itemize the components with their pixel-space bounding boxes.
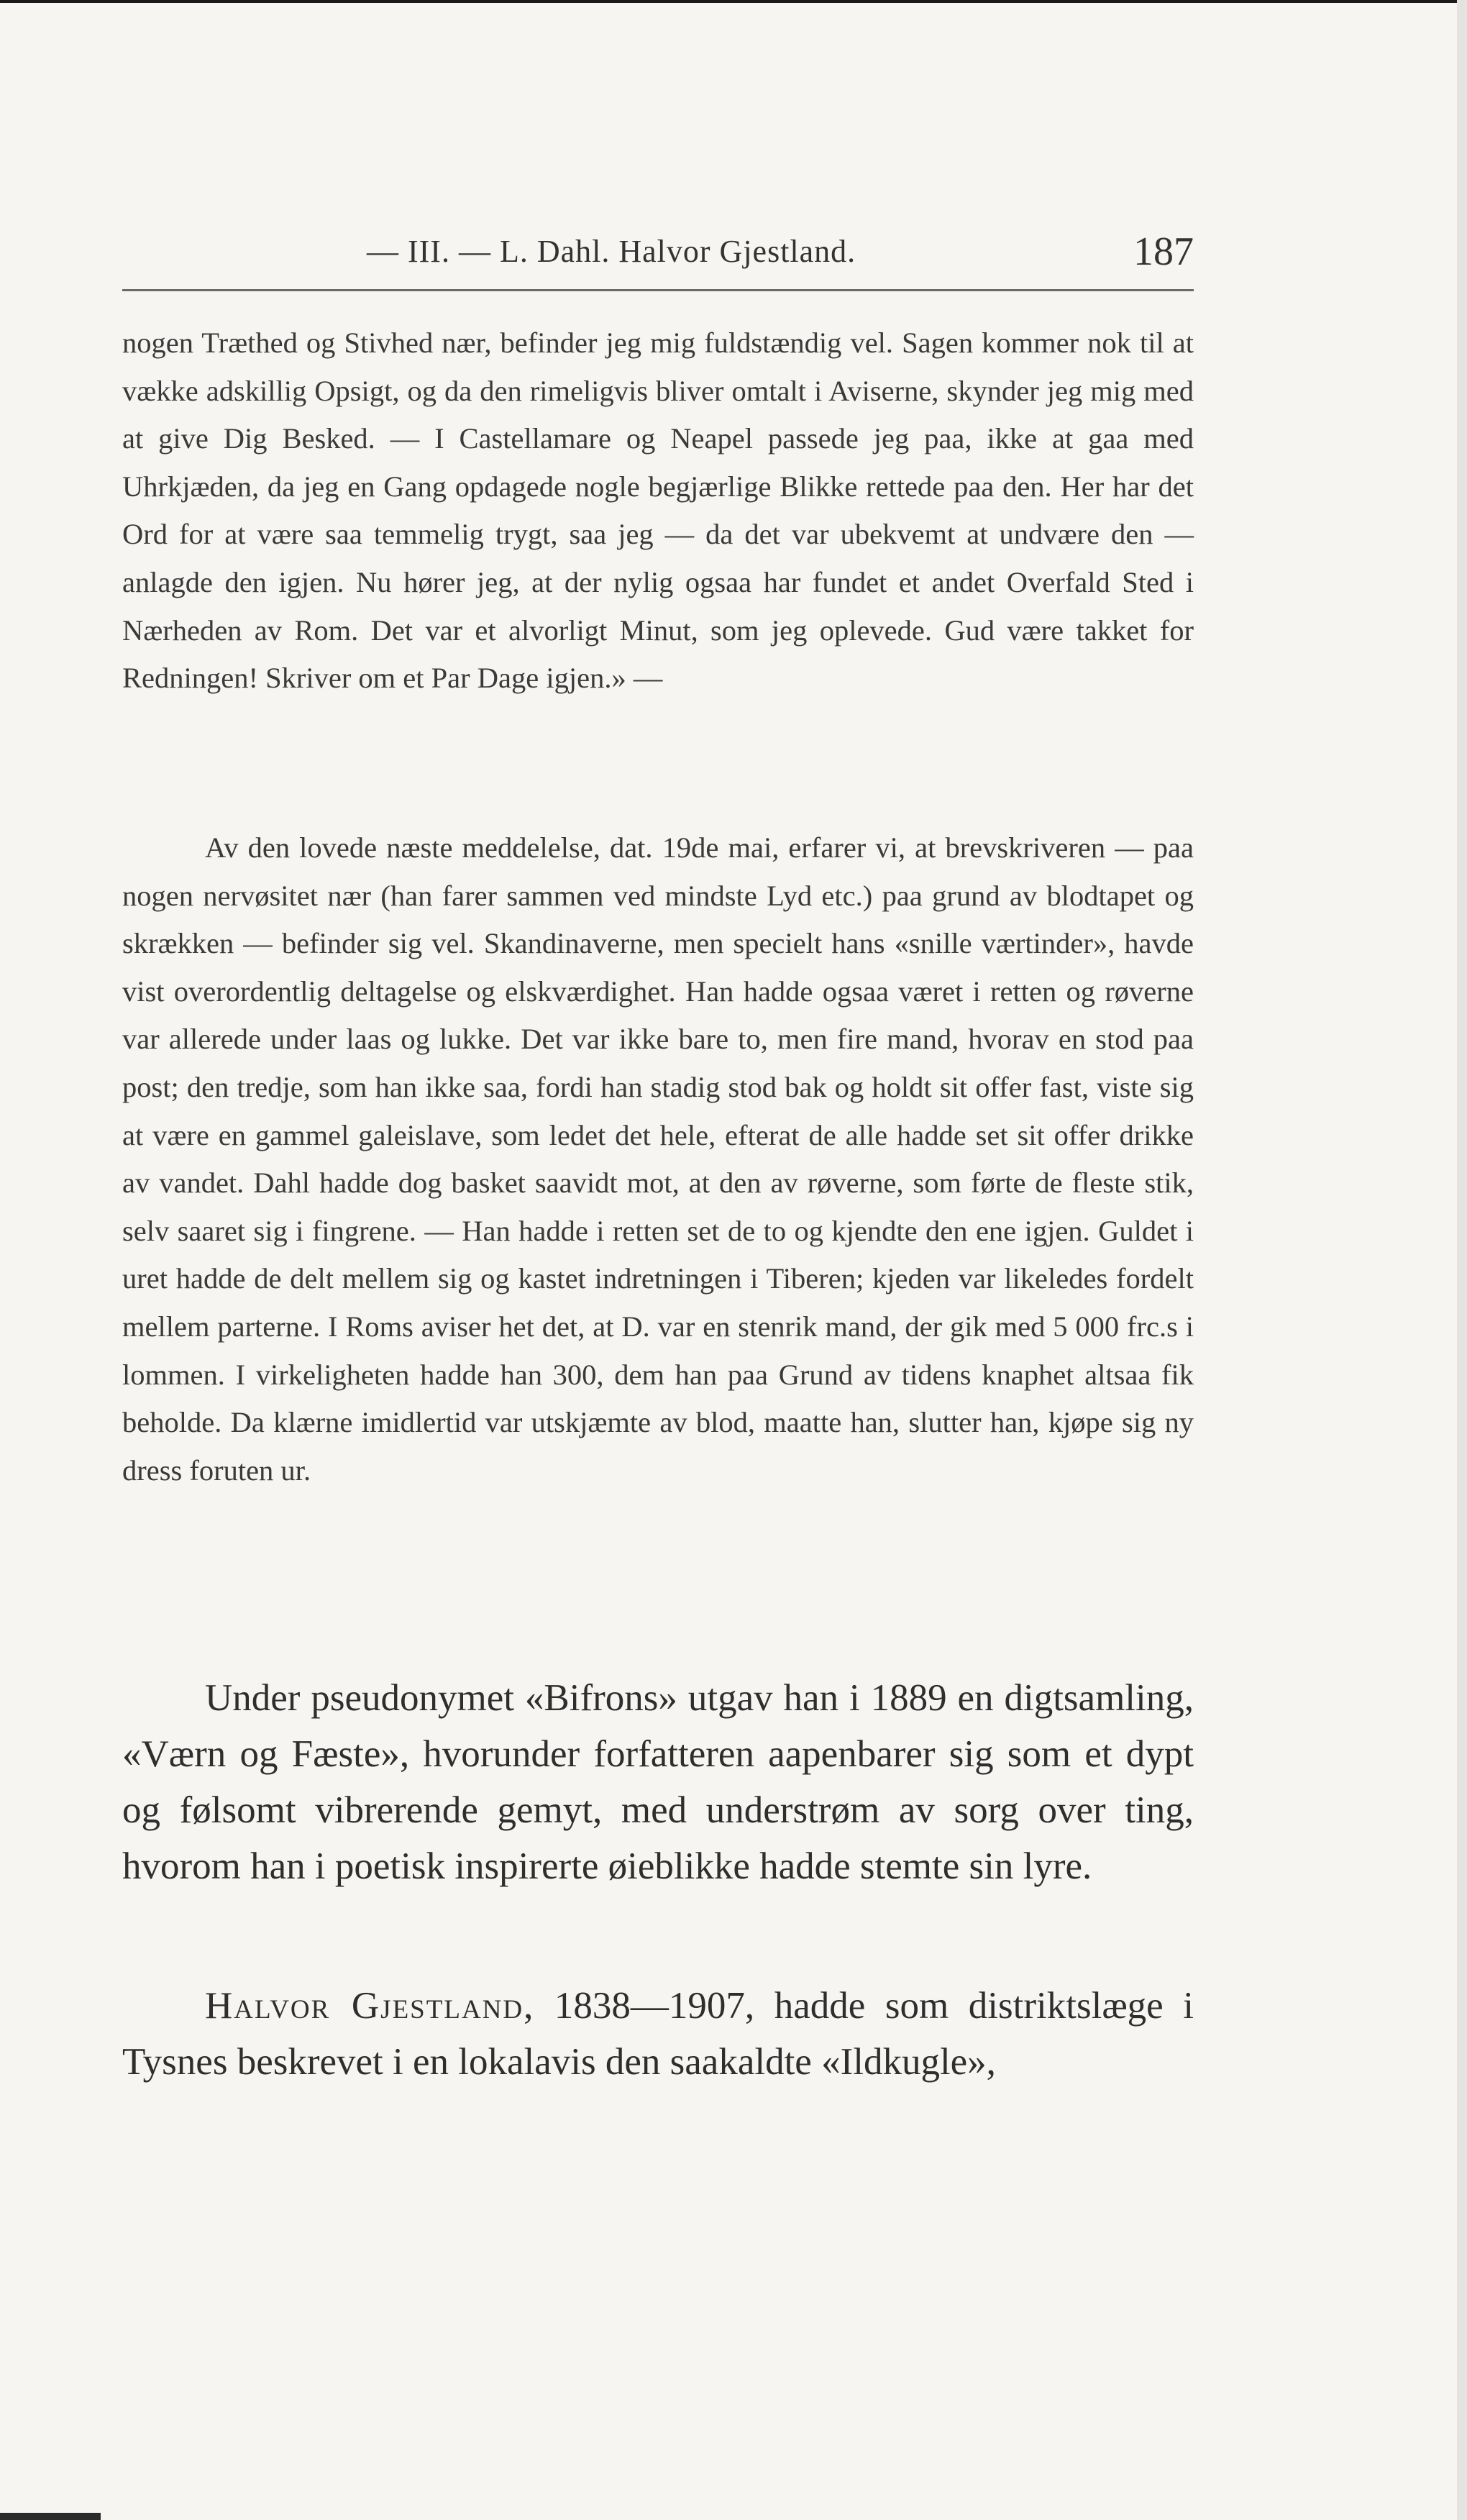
letter-paragraph: nogen Træthed og Stivhed nær, befinder jeg mig fuldstændig vel. Sagen kommer nok til at vække adskillig Opsigt, og da den rimeligvis bliver omtalt i Aviserne, skynder jeg mig med at give Dig Besked. — I Castellamare og Neapel passede jeg paa, ikke at gaa med Uhrkjæden, da jeg en Gang opdagede nogle begjærlige Blikke rettede paa den. Her har det Ord for at være saa temmelig trygt, saa jeg — da det var ubekvemt at undvære den — anlagde den igjen. Nu hører jeg, at der nylig ogsaa har fundet et andet Overfald Sted i Nærheden av Rom. Det var et alvorligt Minut, som jeg oplevede. Gud være takket for Redningen! Skriver om et Par Dage igjen.» —	[122, 327, 1194, 695]
running-title: — III. — L. Dahl. Halvor Gjestland.	[367, 234, 856, 269]
page-number: 187	[1133, 229, 1194, 274]
scan-top-edge	[0, 0, 1467, 3]
person-name: Halvor Gjestland,	[205, 1985, 535, 2027]
header-rule	[122, 289, 1194, 291]
report-paragraph-block	[122, 824, 1194, 1494]
scan-right-edge	[1457, 0, 1467, 2520]
report-paragraph: Av den lovede næste meddelelse, dat. 19de mai, erfarer vi, at brevskriveren — paa nogen nervøsitet nær (han farer sammen ved mindste Lyd etc.) paa grund av blodtapet og skrækken — befinder sig vel. Skandinaverne, men specielt hans «snille værtinder», havde vist overordentlig deltagelse og elskværdighet. Han hadde ogsaa været i retten og røverne var allerede under laas og lukke. Det var ikke bare to, men fire mand, hvorav en stod paa post; den tredje, som han ikke saa, fordi han stadig stod bak og holdt sit offer fast, viste sig at være en gammel galeislave, som ledet det hele, efterat de alle hadde set sit offer drikke av vandet. Dahl hadde dog basket saavidt mot, at den av røverne, som førte de fleste stik, selv saaret sig i fingrene. — Han hadde i retten set de to og kjendte den ene igjen. Guldet i uret hadde de delt mellem sig og kastet indretningen i Tiberen; kjeden var likeledes fordelt mellem parterne. I Roms aviser het det, at D. var en stenrik mand, der gik med 5 000 frc.s i lommen. I virkeligheten hadde han 300, dem han paa Grund av tidens knaphet altsaa fik beholde. Da klærne imidlertid var utskjæmte av blod, maatte han, slutter han, kjøpe sig ny dress foruten ur.	[122, 831, 1194, 1487]
body-paragraph-2	[122, 1978, 1194, 2090]
scan-bottom-mark	[0, 2513, 101, 2520]
body-paragraph-gjestland	[122, 1978, 1194, 2090]
body-paragraph-text: 1838—1907, hadde som distriktslæge i Tysnes beskrevet i en lokalavis den saakaldte «Ildkugle»,	[122, 1985, 1194, 2083]
body-paragraph: Under pseudonymet «Bifrons» utgav han i 1889 en digtsamling, «Værn og Fæste», hvorunder forfatteren aapenbarer sig som et dypt og følsomt vibrerende gemyt, med understrøm av sorg over ting, hvorom han i poetisk inspirerte øieblikke hadde stemte sin lyre.	[122, 1677, 1194, 1887]
running-header	[122, 229, 1194, 279]
letter-quote-continuation	[122, 319, 1194, 703]
body-paragraph-bifrons	[122, 1670, 1194, 1894]
